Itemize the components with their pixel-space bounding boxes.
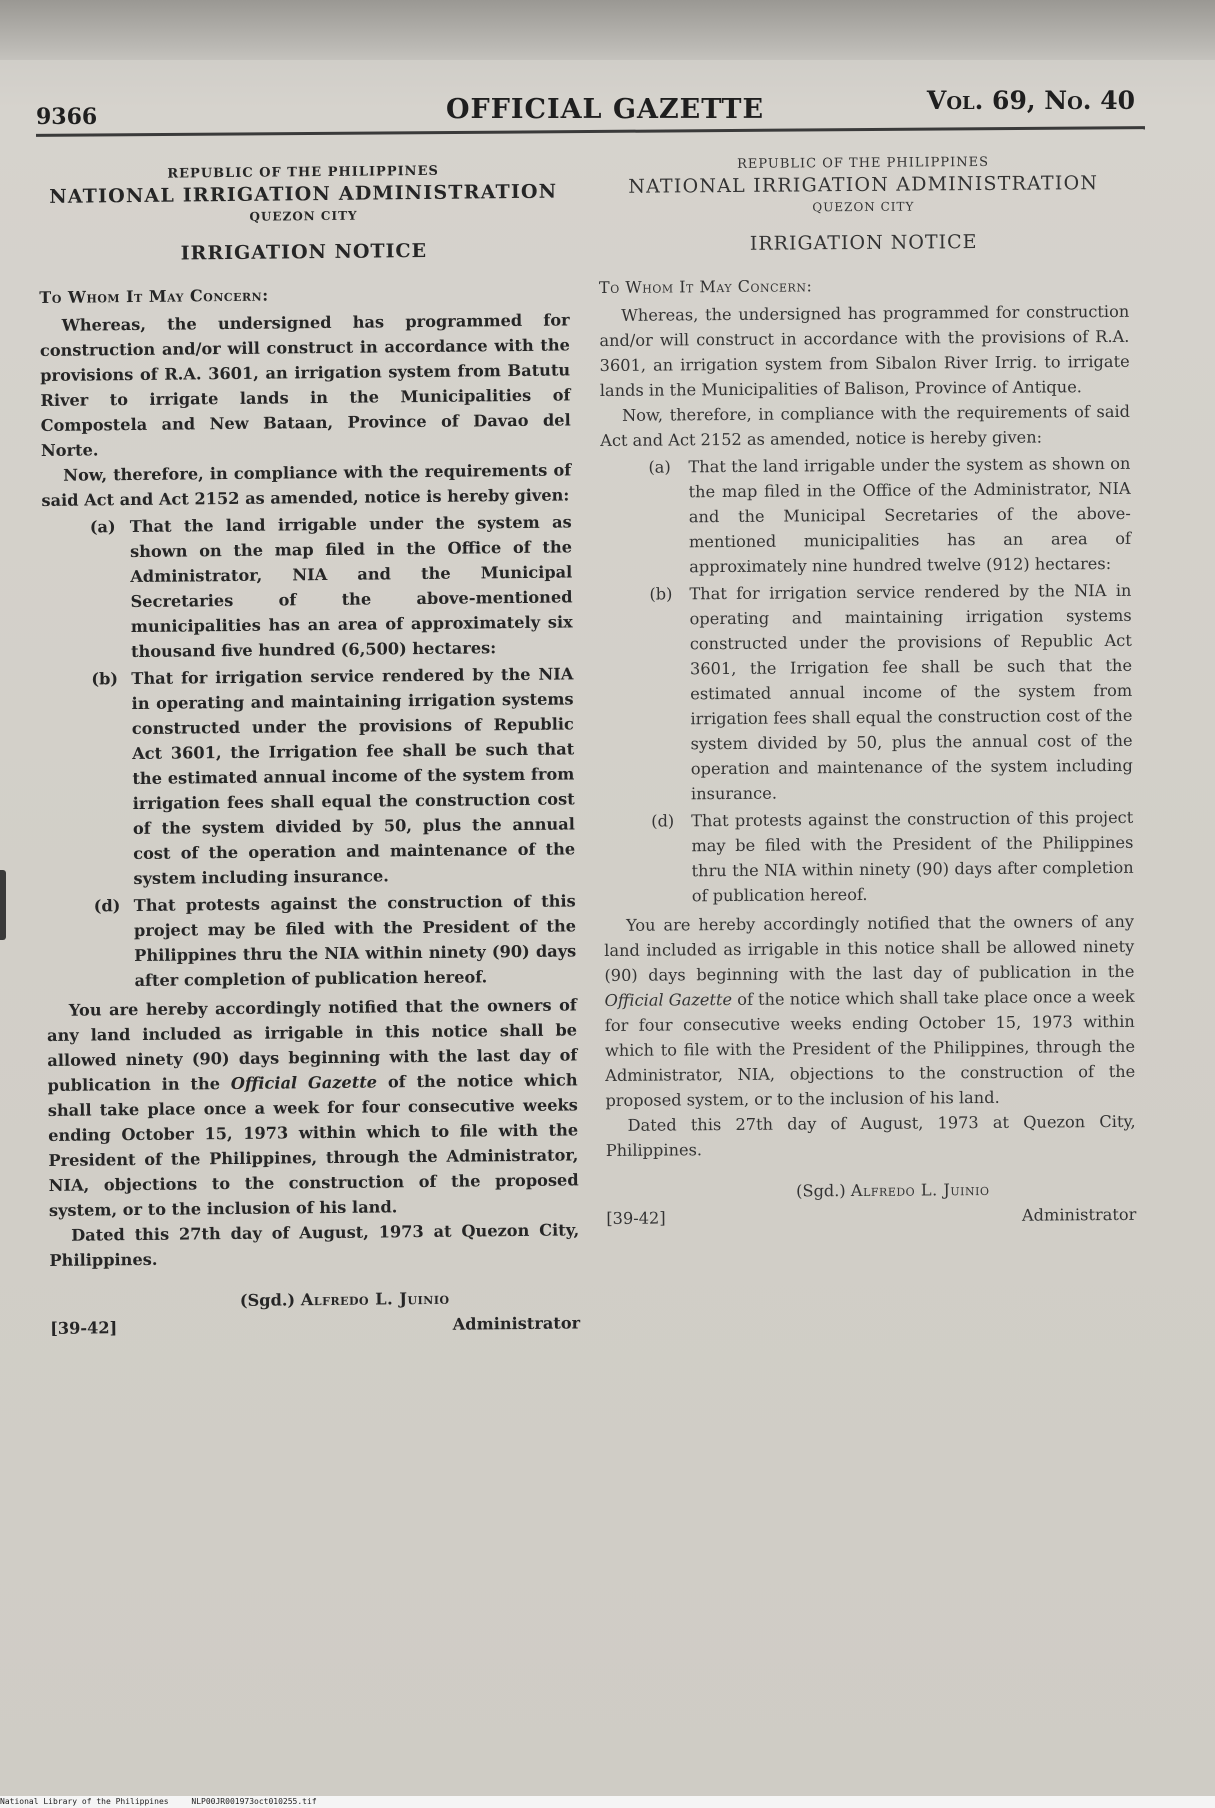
closing-text-b: of the notice which shall take place once a week for four consecutive weeks ending October 15, 1973 within which to file with the President of the Philippines, through the Administrator, NIA, objections to the construction of the proposed system, or to the inclusion of his land. (47, 1070, 579, 1220)
scan-filename: NLP00JR001973oct010255.tif (191, 1797, 317, 1806)
signature-block (606, 1179, 1136, 1243)
salutation: To Whom It May Concern: (598, 276, 813, 297)
signer-name: Alfredo L. Juinio (300, 1288, 450, 1310)
closing-text-a: You are hereby accordingly notified that the owners of any land included as irrigable in this notice shall be allowed ninety (90) days beginning with the last day of publication in the (604, 911, 1135, 985)
item-text: That protests against the construction of this project may be filed with the President of the Philippines thru the NIA within ninety (90) days after completion of publication hereof. (691, 807, 1134, 906)
notice-title: IRRIGATION NOTICE (749, 231, 978, 255)
sgd-label: (Sgd.) (239, 1290, 296, 1310)
item-label: (a) (648, 457, 671, 477)
dated-paragraph: Dated this 27th day of August, 1973 at Quezon City, Philippines. (605, 1111, 1136, 1160)
signer-title: Administrator (1021, 1204, 1137, 1225)
list-item (648, 451, 1131, 580)
whereas-paragraph: Whereas, the undersigned has programmed for construction and/or will construct in accordance with the provisions of R.A. 3601, an irrigation system from Batutu River to irrigate lands in the Municipalities of Compostela and New Bataan, Province of Davao del Norte. (39, 310, 571, 460)
agency-republic: REPUBLIC OF THE PHILIPPINES (167, 163, 439, 182)
item-text: That the land irrigable under the system as shown on the map filed in the Office of the Administrator, NIA and the Municipal Secretaries of the above-mentioned municipalities has an area of approximately nine hundred twelve (912) hectares: (688, 453, 1132, 577)
signature-line (240, 1289, 450, 1310)
signature-block (50, 1287, 581, 1353)
item-label: (d) (651, 811, 675, 831)
notice-title: IRRIGATION NOTICE (180, 239, 428, 265)
item-text: That for irrigation service rendered by the NIA in operating and maintaining irrigation systems constructed under the provisions of Republic Act 3601, the Irrigation fee shall be such that the estimated annual income of the system from irrigation fees shall equal the construction cost of the system divided by 50, plus the annual cost of the operation and maintenance of the system including insurance. (689, 580, 1133, 804)
dated-paragraph: Dated this 27th day of August, 1973 at Quezon City, Philippines. (49, 1220, 580, 1270)
item-label: (d) (93, 896, 121, 916)
item-text: That the land irrigable under the system as shown on the map filed in the Office of the Administrator, NIA and the Municipal Secretaries of the above-mentioned municipalities has an area of approximately six thousand five hundred (6,500) hectares: (129, 512, 573, 662)
reference-number: [39-42] (50, 1318, 118, 1338)
agency-city: QUEZON CITY (249, 208, 358, 224)
scan-top-shadow (0, 0, 1215, 60)
agency-city: QUEZON CITY (812, 199, 915, 215)
list-item (94, 888, 577, 993)
agency-name: NATIONAL IRRIGATION ADMINISTRATION (49, 180, 558, 208)
agency-republic: REPUBLIC OF THE PHILIPPINES (736, 154, 990, 172)
list-item (651, 805, 1134, 909)
list-item (649, 578, 1133, 807)
closing-text-b: of the notice which shall take place once a week for four consecutive weeks ending October 15, 1973 within which to file with the President of the Philippines, through the Administrator, NIA, objections to the construction of the proposed system, or to the inclusion of his land. (604, 986, 1136, 1110)
gazette-italic: Official Gazette (604, 989, 733, 1010)
notice-items (648, 451, 1134, 909)
now-therefore-paragraph: Now, therefore, in compliance with the requirements of said Act and Act 2152 as amended, notice is hereby given: (600, 401, 1131, 450)
closing-paragraph (47, 992, 579, 1223)
notice-left (38, 162, 580, 1352)
sgd-label: (Sgd.) (796, 1181, 846, 1201)
page-number: 9366 (36, 104, 98, 130)
item-label: (b) (91, 669, 119, 689)
whereas-paragraph: Whereas, the undersigned has programmed for construction and/or will construct in accordance with the provisions of R.A. 3601, an irrigation system from Sibalon River Irrig. to irrigate lands in the Municipalities of Balison, Province of Antique. (599, 301, 1130, 400)
scan-edge-mark (0, 870, 6, 940)
closing-text-a: You are hereby accordingly notified that the owners of any land included as irrigable in this notice shall be allowed ninety (90) days beginning with the last day of publication in the (46, 995, 578, 1095)
item-label: (b) (649, 584, 673, 604)
item-text: That for irrigation service rendered by the NIA in operating and maintaining irrigation systems constructed under the provisions of Republic Act 3601, the Irrigation fee shall be such that the estimated annual income of the system from irrigation fees shall equal the construction cost of the system divided by 50, plus the annual cost of the operation and maintenance of the system including insurance. (131, 664, 576, 889)
salutation: To Whom It May Concern: (39, 285, 269, 307)
item-text: That protests against the construction of this project may be filed with the President of the Philippines thru the NIA within ninety (90) days after completion of publication hereof. (133, 891, 577, 991)
notice-right (598, 154, 1137, 1243)
signature-line (796, 1180, 989, 1201)
library-credit: National Library of the Philippines (0, 1797, 169, 1806)
scan-footer (0, 1796, 1215, 1808)
list-item (90, 509, 574, 664)
list-item (91, 661, 575, 891)
reference-number: [39-42] (606, 1208, 666, 1228)
agency-name: NATIONAL IRRIGATION ADMINISTRATION (628, 172, 1099, 198)
closing-paragraph (604, 909, 1136, 1113)
item-label: (a) (89, 517, 116, 537)
gazette-italic: Official Gazette (230, 1072, 378, 1094)
gazette-title: OFFICIAL GAZETTE (446, 94, 765, 125)
signer-name: Alfredo L. Juinio (850, 1179, 990, 1201)
volume-number: Vol. 69, No. 40 (926, 86, 1135, 115)
now-therefore-paragraph: Now, therefore, in compliance with the requirements of said Act and Act 2152 as amended, notice is hereby given: (41, 460, 572, 510)
page-header (36, 82, 1135, 132)
signer-title: Administrator (452, 1313, 581, 1334)
notice-items (90, 509, 577, 993)
